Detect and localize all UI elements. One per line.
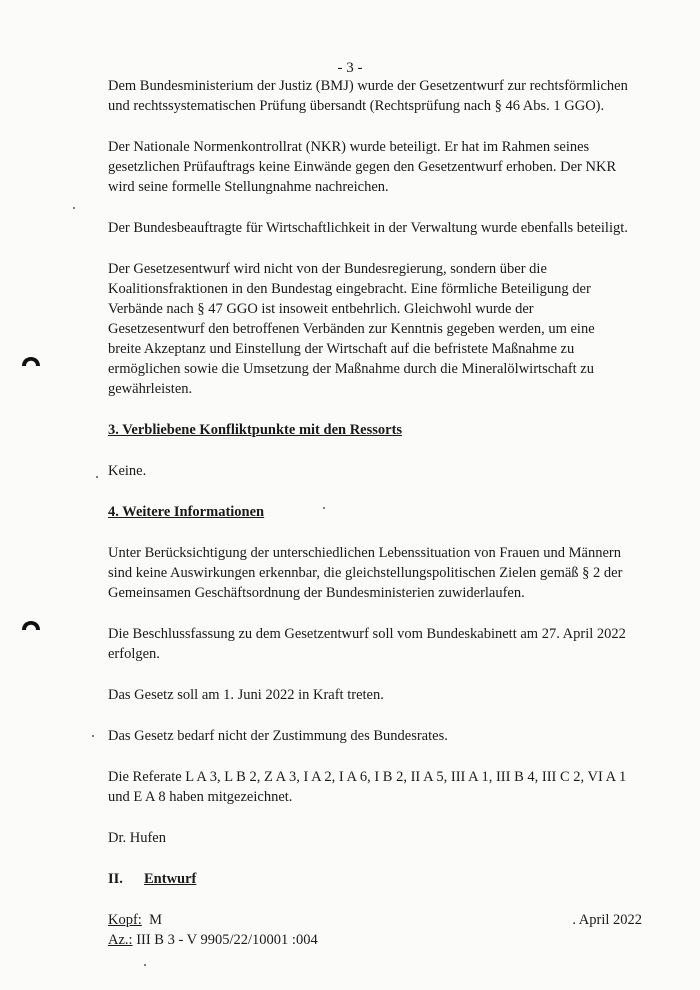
- section-3-text: Keine.: [108, 463, 147, 479]
- scan-speck: [144, 964, 146, 966]
- scan-speck: [73, 207, 75, 209]
- document-date: . April 2022: [572, 912, 642, 928]
- section-2-roman: II.: [108, 871, 123, 887]
- paragraph-gleichstellung: Unter Berücksichtigung der unterschiedlichen Lebenssituation von Frauen und Männern sind keine Auswirkungen erkennbar, die gleichstellungspolitischen Zielen gemäß § 2 der Gemeinsamen Geschäftsordnung der Bundesministerien zuwiderlaufen.: [108, 545, 623, 601]
- punch-hole-mark-icon: [21, 349, 41, 367]
- document-meta: [108, 910, 642, 950]
- paragraph-verbaende: Der Gesetzesentwurf wird nicht von der Bundesregierung, sondern über die Koalitionsfraktionen in den Bundestag eingebracht. Eine förmliche Beteiligung der Verbände nach § 47 GGO ist insoweit entbehrlich. Gleichwohl wurde der Gesetzesentwurf den betroffenen Verbänden zur Kenntnis gegeben werden, um eine breite Akzeptanz und Einstellung der Wirtschaft auf die befristete Maßnahme zu ermöglichen sowie die Umsetzung der Maßnahme durch die Mineralölwirtschaft zu gewährleisten.: [108, 261, 595, 397]
- paragraph-nkr: Der Nationale Normenkontrollrat (NKR) wurde beteiligt. Er hat im Rahmen seines gesetzlichen Prüfauftrags keine Einwände gegen den Gesetzentwurf erhoben. Der NKR wird seine formelle Stellungnahme nachreichen.: [108, 139, 617, 195]
- az-line: [108, 930, 628, 950]
- scan-speck: [92, 735, 94, 737]
- paragraph-referate: Die Referate L A 3, L B 2, Z A 3, I A 2, I A 6, I B 2, II A 5, III A 1, III B 4, III C 2, VI A 1 und E A 8 haben mitgezeichnet.: [108, 769, 627, 805]
- az-label: Az.:: [108, 932, 133, 948]
- scan-speck: [323, 507, 325, 509]
- punch-hole-mark-icon: [21, 613, 41, 631]
- kopf-label: Kopf:: [108, 912, 142, 928]
- paragraph-zustimmung: Das Gesetz bedarf nicht der Zustimmung des Bundesrates.: [108, 728, 448, 744]
- paragraph-inkrafttreten: Das Gesetz soll am 1. Juni 2022 in Kraft treten.: [108, 687, 384, 703]
- paragraph-bmj: Dem Bundesministerium der Justiz (BMJ) wurde der Gesetzentwurf zur rechtsförmlichen und rechtssystematischen Prüfung übersandt (Rechtsprüfung nach § 46 Abs. 1 GGO).: [108, 78, 628, 114]
- paragraph-beschlussfassung: Die Beschlussfassung zu dem Gesetzentwurf soll vom Bundeskabinett am 27. April 2022 erfolgen.: [108, 626, 626, 662]
- scan-speck: [96, 476, 98, 478]
- page-number: - 3 -: [337, 60, 363, 76]
- section-2-title: Entwurf: [144, 871, 197, 887]
- document-body: [108, 76, 642, 950]
- section-4-heading: 4. Weitere Informationen: [108, 504, 265, 520]
- section-2-heading: [108, 869, 628, 889]
- az-value: III B 3 - V 9905/22/10001 :004: [136, 932, 318, 948]
- section-3-heading: 3. Verbliebene Konfliktpunkte mit den Ressorts: [108, 422, 403, 438]
- paragraph-bundesbeauftragter: Der Bundesbeauftragte für Wirtschaftlichkeit in der Verwaltung wurde ebenfalls beteiligt.: [108, 220, 628, 236]
- kopf-line: [108, 910, 628, 930]
- kopf-value: M: [149, 912, 162, 928]
- signature-name: Dr. Hufen: [108, 830, 166, 846]
